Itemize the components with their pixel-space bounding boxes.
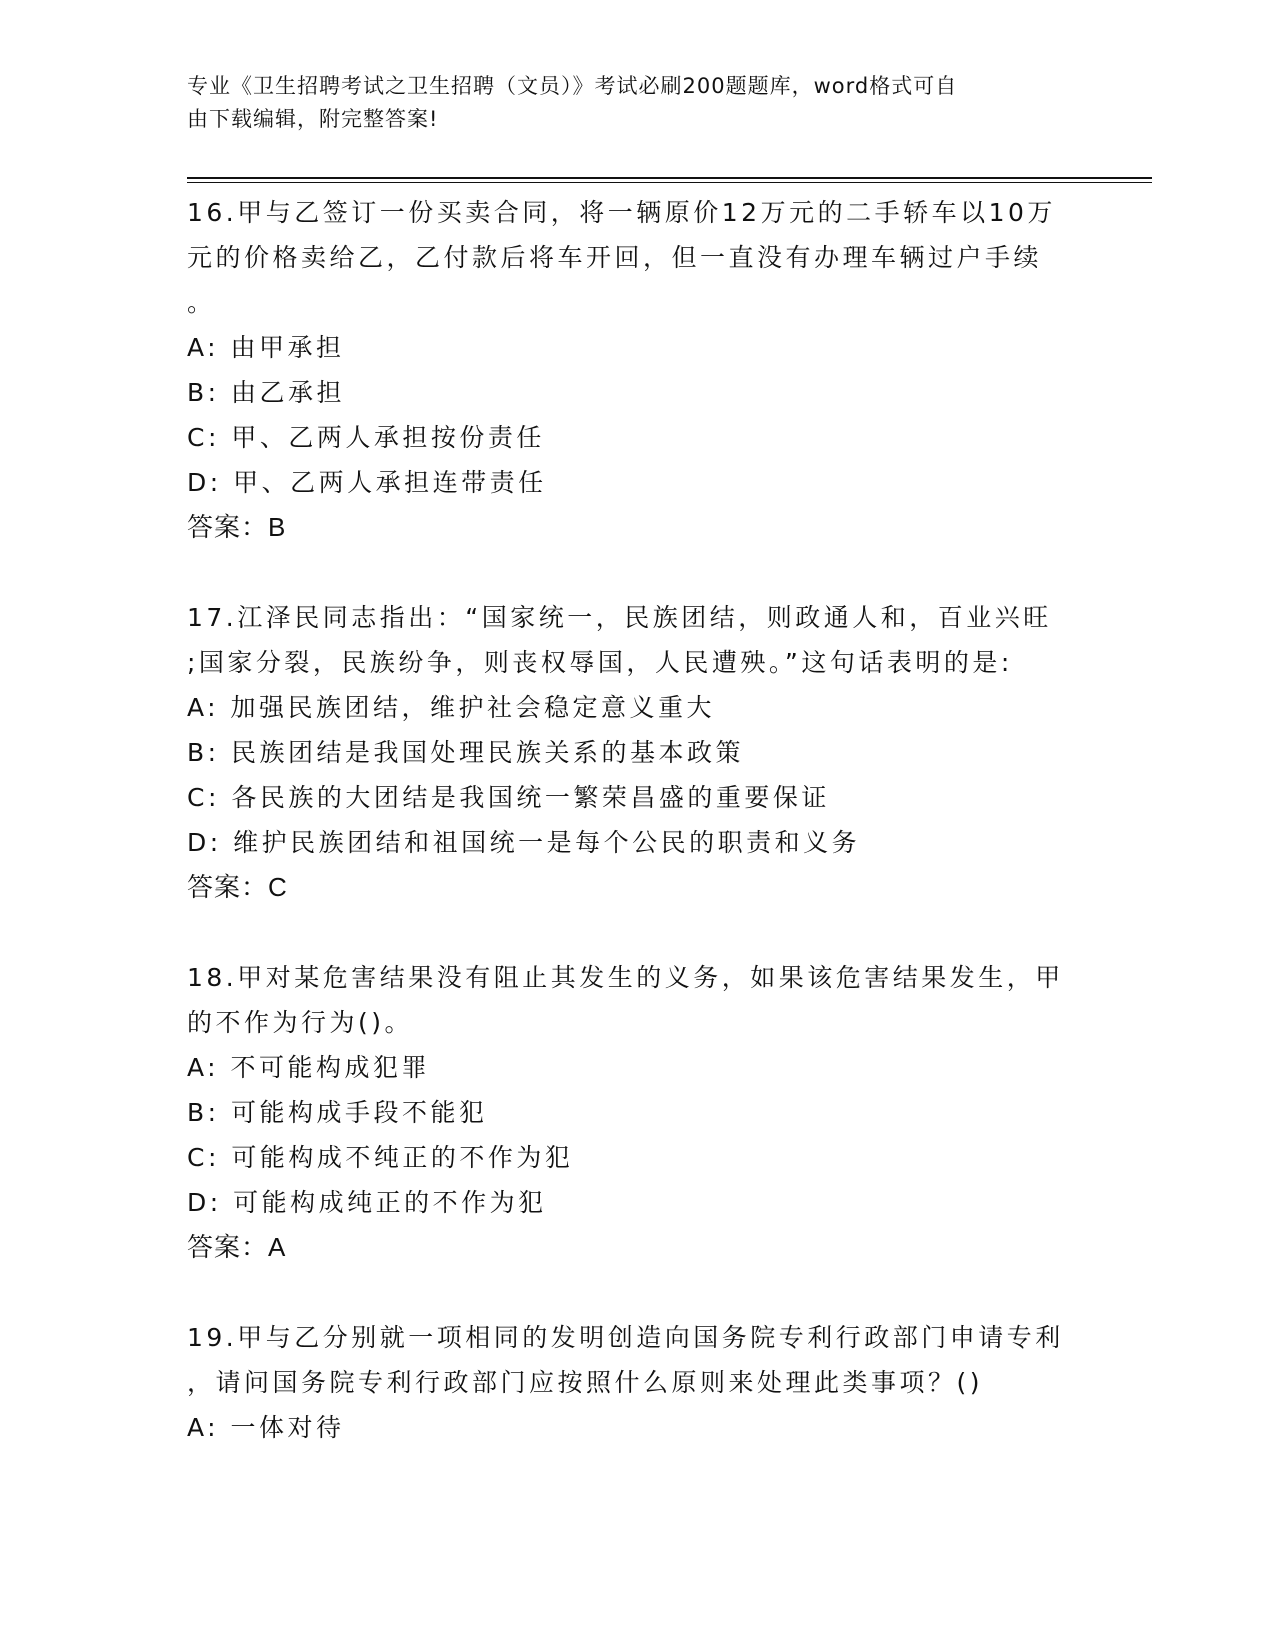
question-stem (187, 595, 1067, 685)
answer-label: 答案：A (187, 1232, 287, 1262)
header-line-2: 由下载编辑，附完整答案! (187, 107, 439, 131)
answer-label: 答案：B (187, 512, 287, 542)
question-17 (187, 595, 1067, 955)
question-19 (187, 1315, 1067, 1450)
header-divider-thick (187, 177, 1152, 179)
header-line-1: 专业《卫生招聘考试之卫生招聘（文员）》考试必刷200题题库，word格式可自 (187, 74, 958, 98)
question-stem-line: 元的价格卖给乙，乙付款后将车开回，但一直没有办理车辆过户手续 (187, 243, 1043, 272)
option-b: B: 民族团结是我国处理民族关系的基本政策 (187, 738, 745, 767)
option-d: D: 维护民族团结和祖国统一是每个公民的职责和义务 (187, 828, 861, 857)
option-c: C: 可能构成不纯正的不作为犯 (187, 1143, 574, 1172)
option-a: A: 一体对待 (187, 1413, 345, 1442)
option-b: B: 可能构成手段不能犯 (187, 1098, 488, 1127)
option-a: A: 由甲承担 (187, 333, 345, 362)
document-header (187, 70, 1067, 136)
option-list (187, 1405, 1067, 1450)
question-list (187, 190, 1067, 1450)
answer-label: 答案：C (187, 872, 288, 902)
question-stem (187, 190, 1067, 325)
question-stem (187, 955, 1067, 1045)
question-stem-line: 18.甲对某危害结果没有阻止其发生的义务，如果该危害结果发生，甲 (187, 963, 1064, 992)
question-spacer (187, 1270, 1067, 1315)
question-stem-line: 16.甲与乙签订一份买卖合同，将一辆原价12万元的二手轿车以10万 (187, 198, 1056, 227)
question-spacer (187, 910, 1067, 955)
question-spacer (187, 550, 1067, 595)
question-stem-line: ，请问国务院专利行政部门应按照什么原则来处理此类事项？() (187, 1368, 984, 1397)
question-16 (187, 190, 1067, 595)
option-a: A: 不可能构成犯罪 (187, 1053, 431, 1082)
option-d: D: 甲、乙两人承担连带责任 (187, 468, 547, 497)
question-stem-line: 。 (187, 288, 216, 317)
question-stem-line: ;国家分裂，民族纷争，则丧权辱国，人民遭殃。”这句话表明的是: (187, 648, 1013, 677)
option-a: A: 加强民族团结，维护社会稳定意义重大 (187, 693, 716, 722)
option-d: D: 可能构成纯正的不作为犯 (187, 1188, 547, 1217)
option-list (187, 685, 1067, 865)
option-c: C: 甲、乙两人承担按份责任 (187, 423, 545, 452)
option-list (187, 1045, 1067, 1225)
question-stem-line: 19.甲与乙分别就一项相同的发明创造向国务院专利行政部门申请专利 (187, 1323, 1064, 1352)
option-b: B: 由乙承担 (187, 378, 346, 407)
header-divider-thin (187, 182, 1152, 183)
option-list (187, 325, 1067, 505)
question-stem-line: 17.江泽民同志指出：“国家统一，民族团结，则政通人和，百业兴旺 (187, 603, 1052, 632)
question-stem (187, 1315, 1067, 1405)
option-c: C: 各民族的大团结是我国统一繁荣昌盛的重要保证 (187, 783, 830, 812)
question-18 (187, 955, 1067, 1315)
question-stem-line: 的不作为行为()。 (187, 1008, 414, 1037)
